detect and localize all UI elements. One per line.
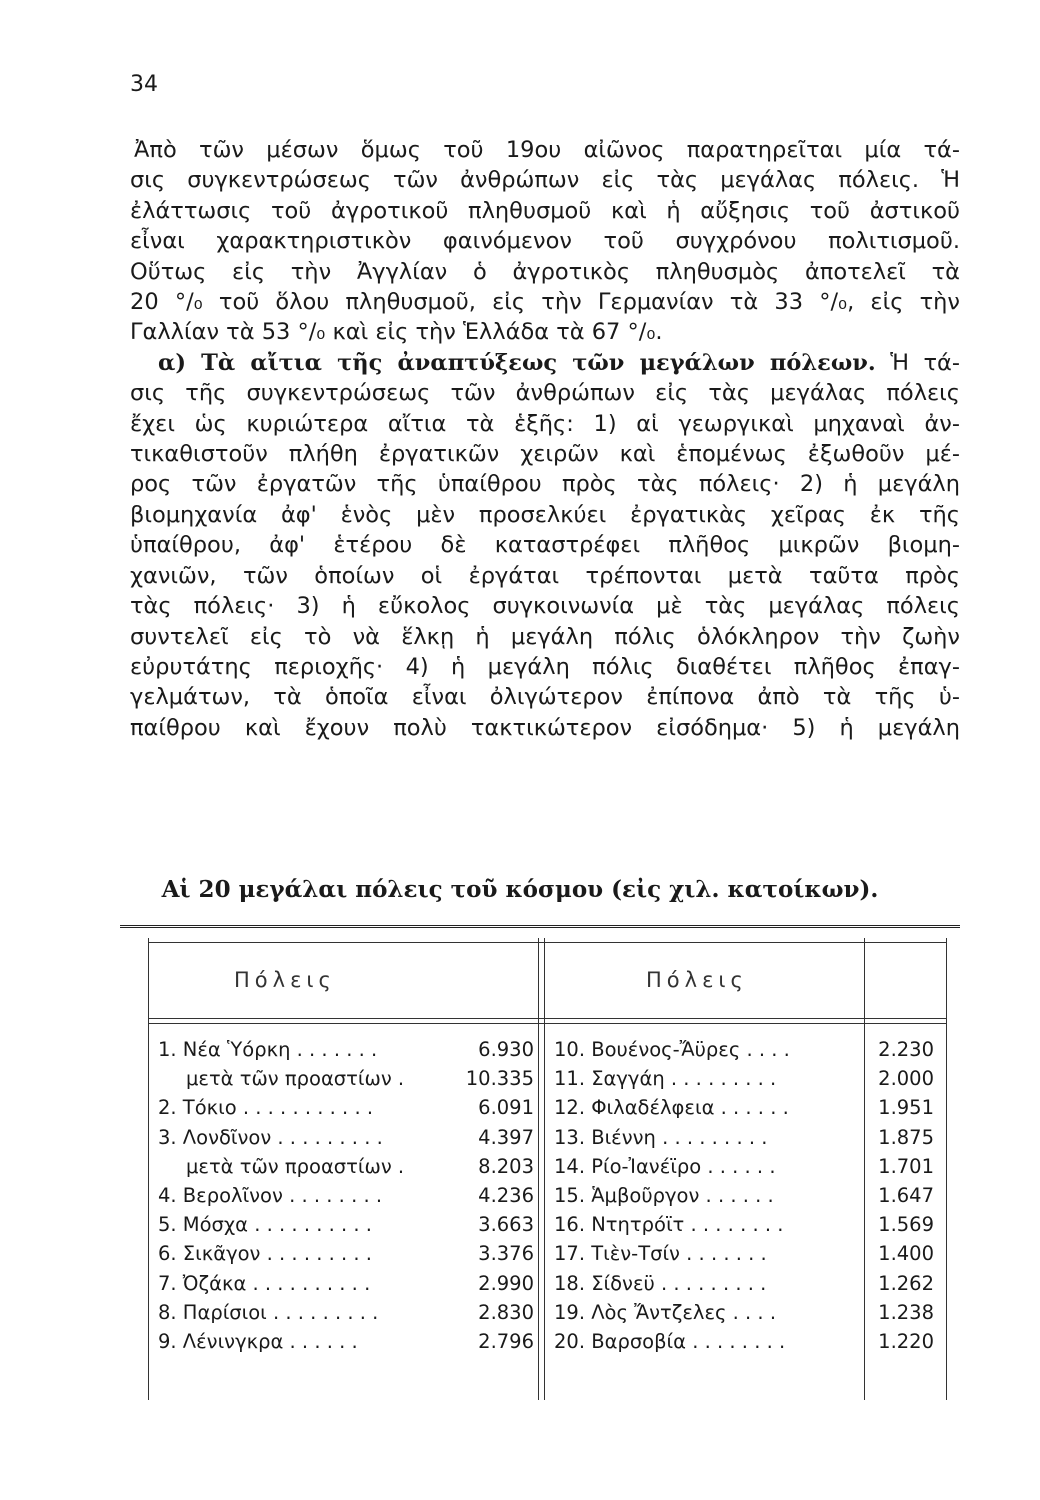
city-name: 18. Σίδνεϋ . . . . . . . . .: [554, 1271, 767, 1295]
section-first-line-rest: Ἡ τά-: [890, 349, 960, 376]
city-name: 14. Ρίο-Ἰανέϊρο . . . . . .: [554, 1154, 776, 1178]
table-row: [120, 1155, 960, 1184]
population-value: 6.091: [478, 1096, 534, 1120]
body-text: [130, 135, 960, 743]
table-row: [120, 1272, 960, 1301]
section-first-line: [130, 348, 960, 378]
table-row: [120, 1330, 960, 1359]
city-name: 4. Βερολῖνον . . . . . . . .: [158, 1184, 383, 1207]
population-value: 1.262: [878, 1271, 934, 1295]
table-header-rule-bottom: [148, 1018, 946, 1019]
table-row: [120, 1184, 960, 1213]
population-value: 6.930: [478, 1038, 534, 1061]
city-name: 17. Τιὲν-Τσίν . . . . . . .: [554, 1242, 767, 1266]
population-value: 1.875: [878, 1125, 934, 1149]
city-name: 9. Λένινγκρα . . . . . .: [158, 1330, 358, 1353]
section-line-6: ὑπαίθρου, ἀφ' ἑτέρου δὲ καταστρέφει πλῆθος μικρῶν βιομη-: [130, 532, 960, 559]
city-name: μετὰ τῶν προαστίων .: [186, 1067, 405, 1091]
population-value: 1.647: [878, 1184, 934, 1207]
city-name: 7. Ὀζάκα . . . . . . . . . .: [158, 1271, 371, 1295]
population-value: 2.990: [478, 1271, 534, 1295]
left-column-header: Πόλεις: [234, 968, 336, 992]
city-name: 12. Φιλαδέλφεια . . . . . .: [554, 1096, 789, 1120]
population-value: 2.230: [878, 1038, 934, 1061]
city-name: 3. Λονδῖνον . . . . . . . . .: [158, 1125, 383, 1149]
table-header-rule-bottom-2: [148, 1023, 946, 1024]
section-line-5: βιομηχανία ἀφ' ἑνὸς μὲν προσελκύει ἐργατικὰς χεῖρας ἐκ τῆς: [130, 501, 960, 528]
population-value: 1.701: [878, 1154, 934, 1178]
population-value: 1.569: [878, 1213, 934, 1237]
population-value: 10.335: [465, 1067, 534, 1091]
population-value: 3.663: [478, 1213, 534, 1237]
table-row: [120, 1301, 960, 1330]
paragraph-line-6: 20 °/₀ τοῦ ὅλου πληθυσμοῦ, εἰς τὴν Γερμανίαν τὰ 33 °/₀, εἰς τὴν: [130, 289, 960, 316]
population-value: 1.400: [878, 1242, 934, 1266]
population-value: 2.796: [478, 1330, 534, 1353]
population-value: 3.376: [478, 1242, 534, 1266]
city-name: 19. Λὸς Ἄντζελες . . . .: [554, 1300, 777, 1324]
population-value: 1.238: [878, 1300, 934, 1324]
population-value: 1.951: [878, 1096, 934, 1120]
section-line-7: χανιῶν, τῶν ὁποίων οἱ ἐργάται τρέπονται μετὰ ταῦτα πρὸς: [130, 562, 960, 589]
paragraph-line-4: εἶναι χαρακτηριστικὸν φαινόμενον τοῦ συγχρόνου πολιτισμοῦ.: [130, 228, 960, 255]
population-value: 1.220: [878, 1330, 934, 1353]
population-value: 8.203: [478, 1154, 534, 1178]
table-row: [120, 1038, 960, 1067]
paragraph-line-5: Οὕτως εἰς τὴν Ἀγγλίαν ὁ ἀγροτικὸς πληθυσμὸς ἀποτελεῖ τὰ: [130, 258, 960, 285]
city-name: μετὰ τῶν προαστίων .: [186, 1154, 405, 1178]
city-name: 13. Βιέννη . . . . . . . . .: [554, 1125, 768, 1149]
section-line-1: σις τῆς συγκεντρώσεως τῶν ἀνθρώπων εἰς τὰς μεγάλας πόλεις: [130, 380, 960, 407]
table-row: [120, 1242, 960, 1271]
section-line-2: ἔχει ὡς κυριώτερα αἴτια τὰ ἑξῆς: 1) αἱ γεωργικαὶ μηχαναὶ ἀν-: [130, 410, 960, 437]
section-line-11: γελμάτων, τὰ ὁποῖα εἶναι ὀλιγώτερον ἐπίπονα ἀπὸ τὰ τῆς ὑ-: [130, 684, 960, 711]
city-name: 6. Σικᾶγον . . . . . . . . .: [158, 1242, 373, 1266]
paragraph-line-3: ἐλάττωσις τοῦ ἀγροτικοῦ πληθυσμοῦ καὶ ἡ αὔξησις τοῦ ἀστικοῦ: [130, 197, 960, 224]
paragraph-line-1: Ἀπὸ τῶν μέσων ὅμως τοῦ 19ου αἰῶνος παρατηρεῖται μία τά-: [134, 137, 960, 163]
city-name: 1. Νέα Ὑόρκη . . . . . . .: [158, 1038, 378, 1061]
city-name: 2. Τόκιο . . . . . . . . . . .: [158, 1096, 374, 1120]
table-header-rule-top: [148, 942, 946, 943]
section-line-10: εὐρυτάτης περιοχῆς· 4) ἡ μεγάλη πόλις διαθέτει πλῆθος ἐπαγ-: [130, 653, 960, 680]
table-title: Αἱ 20 μεγάλαι πόλεις τοῦ κόσμου (εἰς χιλ. κατοίκων).: [161, 876, 879, 903]
table-row: [120, 1096, 960, 1125]
right-column-header: Πόλεις: [646, 968, 748, 992]
table-row: [120, 1067, 960, 1096]
cities-table: [120, 925, 960, 1400]
city-name: 20. Βαρσοβία . . . . . . . .: [554, 1330, 786, 1353]
table-row: [120, 1126, 960, 1155]
city-name: 8. Παρίσιοι . . . . . . . . .: [158, 1300, 379, 1324]
population-value: 4.236: [478, 1184, 534, 1207]
section-line-9: συντελεῖ εἰς τὸ νὰ ἕλκῃ ἡ μεγάλη πόλις ὁλόκληρον τὴν ζωὴν: [130, 623, 960, 650]
paragraph-line-7: Γαλλίαν τὰ 53 °/₀ καὶ εἰς τὴν Ἑλλάδα τὰ 67 °/₀.: [130, 319, 663, 346]
city-name: 5. Μόσχα . . . . . . . . . .: [158, 1213, 373, 1237]
city-name: 11. Σαγγάη . . . . . . . . .: [554, 1067, 777, 1091]
section-heading: α) Τὰ αἴτια τῆς ἀναπτύξεως τῶν μεγάλων πόλεων.: [158, 349, 876, 376]
section-line-8: τὰς πόλεις· 3) ἡ εὔκολος συγκοινωνία μὲ τὰς μεγάλας πόλεις: [130, 593, 960, 620]
section-line-4: ρος τῶν ἐργατῶν τῆς ὑπαίθρου πρὸς τὰς πόλεις· 2) ἡ μεγάλη: [130, 471, 960, 498]
population-value: 2.000: [878, 1067, 934, 1091]
city-name: 10. Βουένος-Ἄϋρες . . . .: [554, 1038, 790, 1061]
population-value: 2.830: [478, 1300, 534, 1324]
section-line-3: τικαθιστοῦν πλήθη ἐργατικῶν χειρῶν καὶ ἑπομένως ἐξωθοῦν μέ-: [130, 441, 960, 468]
paragraph-line-2: σις συγκεντρώσεως τῶν ἀνθρώπων εἰς τὰς μεγάλας πόλεις. Ἡ: [130, 167, 960, 194]
city-name: 16. Ντητρόϊτ . . . . . . . .: [554, 1213, 784, 1237]
population-value: 4.397: [478, 1125, 534, 1149]
city-name: 15. Ἁμβοῦργον . . . . . .: [554, 1184, 774, 1207]
section-line-12: παίθρου καὶ ἔχουν πολὺ τακτικώτερον εἰσόδημα· 5) ἡ μεγάλη: [130, 714, 960, 741]
page-number: 34: [130, 72, 158, 97]
table-row: [120, 1213, 960, 1242]
